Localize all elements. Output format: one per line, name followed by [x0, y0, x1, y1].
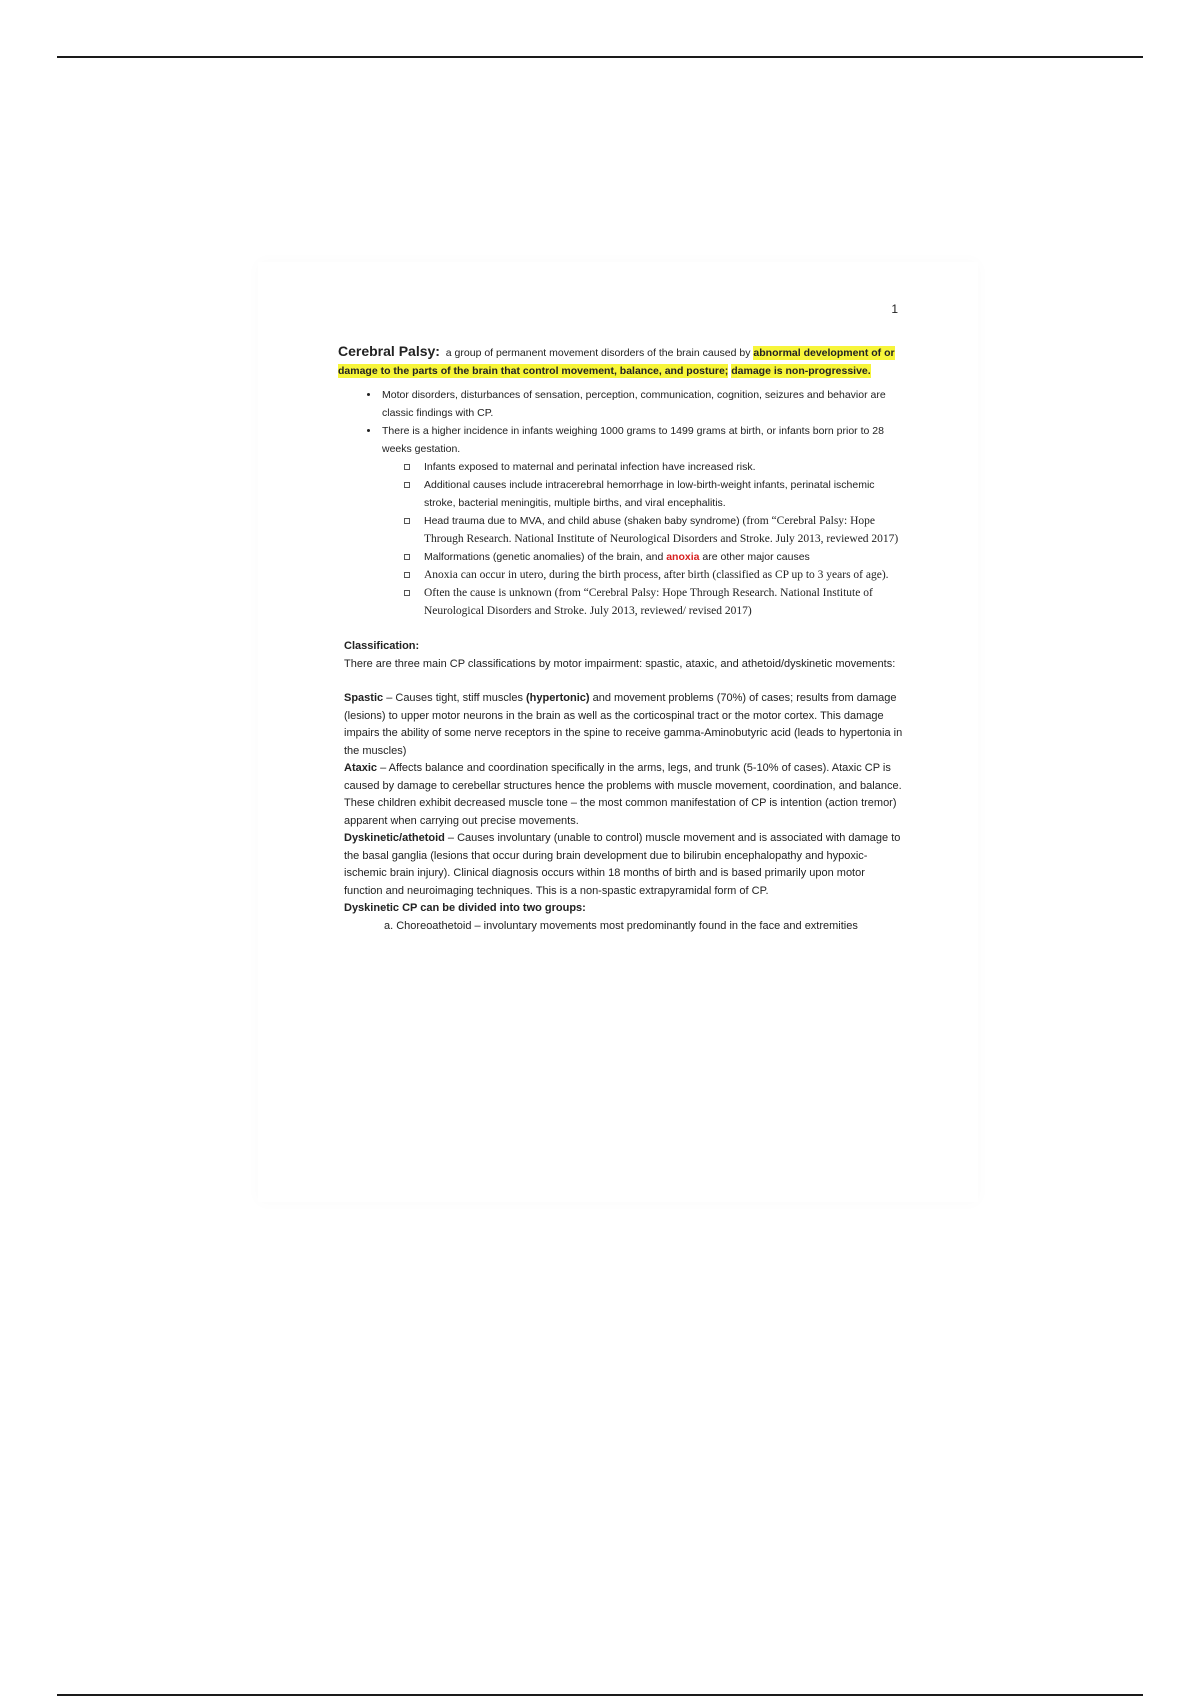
classification-section [344, 638, 904, 935]
spastic-text-b: and movement problems (70%) of cases; results from damage (lesions) to upper motor neurons in the brain as well as the corticospinal tract or the motor cortex. This damage impairs the ability of some nerve receptors in the spine to receive gamma-Aminobutyric acid (leads to hypertonia in the muscles) [344, 692, 903, 757]
classification-heading: Classification: [344, 640, 420, 652]
ataxic-text: – Affects balance and coordination specifically in the arms, legs, and trunk (5-10% of cases). Ataxic CP is caused by damage to cerebellar structures hence the problems with muscle movement, coordination, and balance. These children exhibit decreased muscle tone – the most common manifestation of CP is intention (action tremor) apparent when carrying out precise movements. [344, 762, 902, 827]
classification-text: There are three main CP classifications by motor impairment: spastic, ataxic, and athetoid/dyskinetic movements: [344, 657, 896, 670]
dyskinetic-paragraph [344, 830, 904, 900]
bottom-divider [57, 1694, 1143, 1696]
page-content [338, 342, 904, 935]
sub-item-text: Head trauma due to MVA, and child abuse (shaken baby syndrome) [424, 515, 740, 527]
causes-sublist [382, 458, 904, 620]
citation-text: (from “Cerebral Palsy: Hope Through Research. National Institute of Neurological Disorders and Stroke. July 2013, reviewed 2017) [424, 515, 899, 545]
sub-item-text-end: are other major causes [702, 551, 810, 563]
list-item: • Motor disorders, disturbances of sensation, perception, communication, cognition, seizures and behavior are classic findings with CP. [380, 386, 904, 422]
ataxic-paragraph [344, 760, 904, 830]
intro-term: Cerebral Palsy: [338, 343, 440, 359]
spastic-paragraph [344, 690, 904, 760]
intro-paragraph [338, 342, 904, 380]
dyskinetic-term: Dyskinetic/athetoid [344, 832, 445, 844]
top-divider [57, 56, 1143, 58]
spastic-term: Spastic [344, 692, 384, 704]
dyskinetic-groups-heading: Dyskinetic CP can be divided into two groups: [344, 902, 586, 914]
group-a-item: a. Choreoathetoid – involuntary movements most predominantly found in the face and extremities [384, 919, 858, 932]
intro-highlight: abnormal development of or damage to the parts of the brain that control movement, balance, and posture; [338, 347, 895, 377]
dyskinetic-text: – Causes involuntary (unable to control) muscle movement and is associated with damage to the basal ganglia (lesions that occur during brain development due to bilirubin encephalopathy and hypoxic-ischemic brain injury). Clinical diagnosis occurs within 18 months of birth and is based primarily upon motor function and neuroimaging techniques. This is a non-spastic extrapyramidal form of CP. [344, 832, 901, 897]
sub-list-item: Additional causes include intracerebral hemorrhage in low-birth-weight infants, perinatal ischemic stroke, bacterial meningitis, multiple births, and viral encephalitis. [402, 476, 904, 512]
sub-list-item: Often the cause is unknown (from “Cerebral Palsy: Hope Through Research. National Institute of Neurological Disorders and Stroke. July 2013, reviewed/ revised 2017) [402, 584, 904, 620]
list-item [380, 422, 904, 620]
page-number: 1 [891, 302, 898, 316]
sub-list-item: Anoxia can occur in utero, during the birth process, after birth (classified as CP up to 3 years of age). [402, 566, 904, 584]
findings-list [338, 386, 904, 620]
document-page [258, 262, 978, 1202]
intro-highlight-end: damage is non-progressive. [731, 365, 871, 377]
ataxic-term: Ataxic [344, 762, 378, 774]
sub-list-item [402, 548, 904, 566]
sub-item-text: Malformations (genetic anomalies) of the brain, and [424, 551, 664, 563]
spastic-text-a: – Causes tight, stiff muscles [383, 692, 526, 704]
anoxia-highlight: anoxia [666, 551, 700, 563]
sub-list-item: Infants exposed to maternal and perinatal infection have increased risk. [402, 458, 904, 476]
list-item-text: There is a higher incidence in infants weighing 1000 grams to 1499 grams at birth, or infants born prior to 28 weeks gestation. [382, 425, 884, 455]
sub-list-item [402, 512, 904, 548]
hypertonic-term: (hypertonic) [526, 692, 590, 704]
intro-definition: a group of permanent movement disorders of the brain caused by [445, 347, 751, 359]
